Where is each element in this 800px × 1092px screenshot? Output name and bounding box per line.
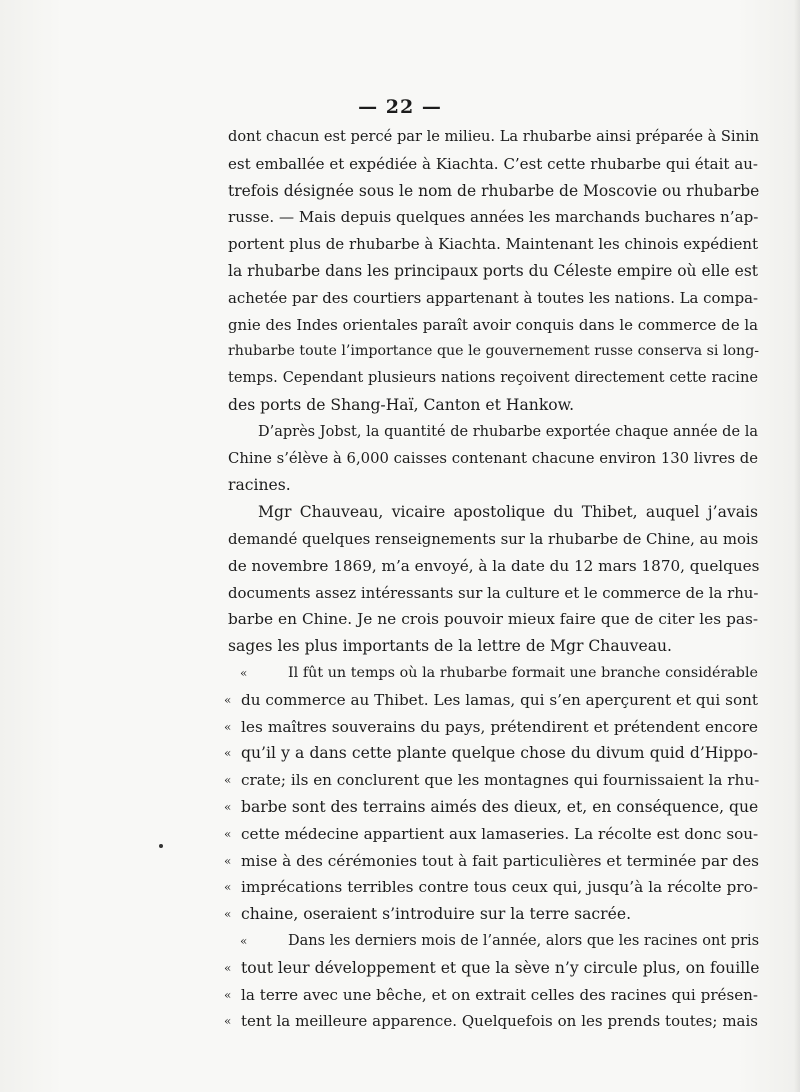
quoted-line xyxy=(224,874,758,901)
body-text xyxy=(224,124,760,1035)
quoted-text: les maîtres souverains du pays, prétendirent et prétendent encore xyxy=(241,717,758,736)
quoted-text: du commerce au Thibet. Les lamas, qui s’en aperçurent et qui sont xyxy=(241,690,758,709)
quoted-text: mise à des cérémonies tout à fait particulières et terminée par des xyxy=(241,851,759,870)
quoted-line xyxy=(224,955,760,982)
text-line: documents assez intéressants sur la culture et le commerce de la rhu- xyxy=(228,583,759,602)
quoted-text: qu’il y a dans cette plante quelque chose du divum quid d’Hippo- xyxy=(241,744,758,763)
quoted-line xyxy=(224,767,760,794)
quote-mark: « xyxy=(224,1014,232,1029)
text-line: trefois désignée sous le nom de rhubarbe de Moscovie ou rhubarbe xyxy=(228,181,760,200)
text-line: D’après Jobst, la quantité de rhubarbe exportée chaque année de la xyxy=(258,423,758,440)
text-line: achetée par des courtiers appartenant à toutes les nations. La compa- xyxy=(228,288,759,307)
quote-mark: « xyxy=(240,665,248,680)
quoted-text: chaine, oseraient s’introduire sur la terre sacrée. xyxy=(241,905,632,924)
quoted-text: tout leur développement et que la sève n’y circule plus, on fouille xyxy=(241,958,760,977)
quoted-text: crate; ils en conclurent que les montagnes qui fournissaient la rhu- xyxy=(241,771,760,790)
text-line: Chine s’élève à 6,000 caisses contenant chacune environ 130 livres de xyxy=(228,449,758,467)
quoted-line xyxy=(224,794,759,821)
text-line: rhubarbe toute l’importance que le gouvernement russe conserva si long- xyxy=(228,343,760,360)
page-edge-shadow xyxy=(794,0,800,1092)
ink-speck xyxy=(159,844,163,848)
text-line: est emballée et expédiée à Kiachta. C’est cette rhubarbe qui était au- xyxy=(228,154,758,173)
quote-mark: « xyxy=(224,799,232,814)
quoted-line xyxy=(224,901,758,928)
quoted-text: tent la meilleure apparence. Quelquefois on les prends toutes; mais xyxy=(241,1012,758,1031)
quote-mark: « xyxy=(224,960,232,975)
quoted-line xyxy=(228,660,758,687)
text-line: gnie des Indes orientales paraît avoir conquis dans le commerce de la xyxy=(228,315,758,334)
text-line: dont chacun est percé par le milieu. La rhubarbe ainsi préparée à Sinin xyxy=(228,128,760,145)
quote-mark: « xyxy=(224,826,232,841)
quoted-line xyxy=(224,982,758,1009)
quoted-line xyxy=(224,740,758,767)
text-line: sages les plus importants de la lettre de Mgr Chauveau. xyxy=(228,637,673,656)
quoted-text: Il fût un temps où la rhubarbe formait une branche considérable xyxy=(288,664,758,681)
quote-mark: « xyxy=(224,853,232,868)
quoted-line xyxy=(224,848,759,875)
page-number: — 22 — xyxy=(358,96,442,118)
quoted-line xyxy=(224,821,759,848)
text-line: russe. — Mais depuis quelques années les marchands buchares n’ap- xyxy=(228,208,759,227)
quoted-text: la terre avec une bêche, et on extrait celles des racines qui présen- xyxy=(241,985,758,1004)
quote-mark: « xyxy=(224,746,232,761)
quoted-line xyxy=(224,1008,758,1035)
quoted-text: Dans les derniers mois de l’année, alors que les racines ont pris xyxy=(288,932,760,949)
quote-mark: « xyxy=(224,692,232,707)
text-line: de novembre 1869, m’a envoyé, à la date du 12 mars 1870, quelques xyxy=(228,556,760,575)
quote-mark: « xyxy=(224,987,232,1002)
text-line: portent plus de rhubarbe à Kiachta. Maintenant les chinois expédient xyxy=(228,235,759,254)
quote-mark: « xyxy=(240,933,248,948)
text-line: la rhubarbe dans les principaux ports du Céleste empire où elle est xyxy=(228,261,758,280)
quote-mark: « xyxy=(224,773,232,788)
text-line: barbe en Chine. Je ne crois pouvoir mieux faire que de citer les pas- xyxy=(228,610,758,629)
quoted-line xyxy=(224,687,758,714)
quote-mark: « xyxy=(224,907,232,922)
text-line: Mgr Chauveau, vicaire apostolique du Thibet, auquel j’avais xyxy=(258,503,758,522)
quote-mark: « xyxy=(224,880,232,895)
quote-mark: « xyxy=(224,719,232,734)
text-line: temps. Cependant plusieurs nations reçoivent directement cette racine xyxy=(228,369,758,387)
quoted-line xyxy=(224,714,758,741)
quoted-line xyxy=(228,928,758,955)
quoted-text: cette médecine appartient aux lamaseries. La récolte est donc sou- xyxy=(241,824,759,843)
text-line: demandé quelques renseignements sur la rhubarbe de Chine, au mois xyxy=(228,529,759,548)
quoted-text: imprécations terribles contre tous ceux qui, jusqu’à la récolte pro- xyxy=(241,878,758,897)
text-line: racines. xyxy=(228,476,291,495)
quoted-text: barbe sont des terrains aimés des dieux, et, en conséquence, que xyxy=(241,797,759,816)
text-line: des ports de Shang-Haï, Canton et Hankow. xyxy=(228,395,575,414)
